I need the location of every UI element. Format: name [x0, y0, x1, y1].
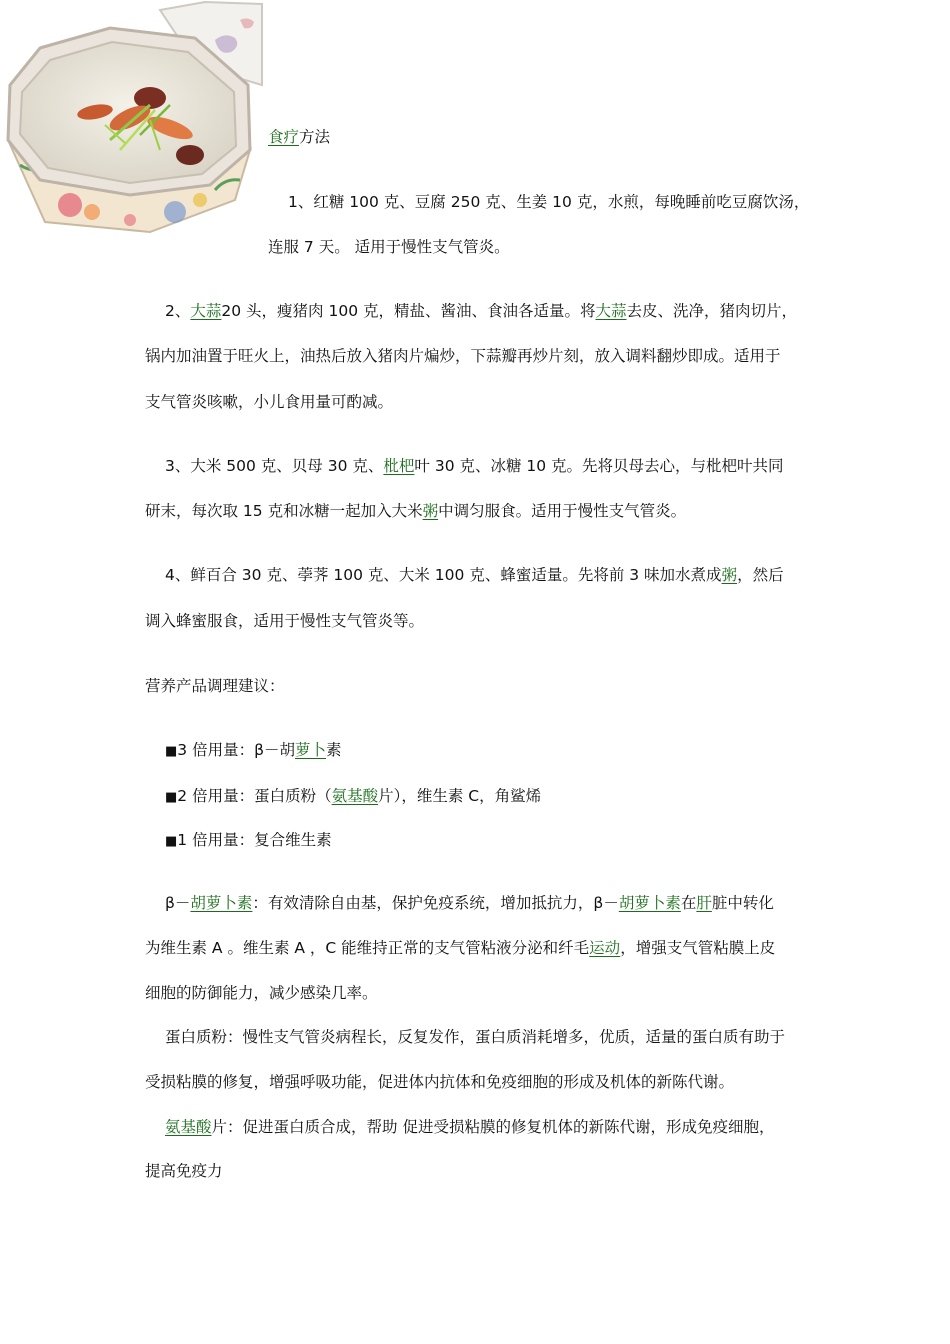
text-fragment: 4、鲜百合 30 克、荸荠 100 克、大米 100 克、蜂蜜适量。先将前 3 味加水煮成: [165, 566, 722, 584]
text-fragment: 中调匀服食。适用于慢性支气管炎。: [438, 502, 687, 520]
text-fragment: 2 倍用量：蛋白质粉（: [177, 787, 332, 805]
link-anjisuan-2[interactable]: 氨基酸: [165, 1118, 212, 1136]
text-fragment: 2、: [165, 302, 191, 320]
text-fragment: ，然后: [737, 566, 784, 584]
link-zhou-2[interactable]: 粥: [721, 566, 738, 584]
amino-line1: [165, 1117, 774, 1137]
recipe2-line3: 支气管炎咳嗽，小儿食用量可酌减。: [145, 393, 394, 411]
text-fragment: β－: [165, 894, 191, 912]
link-dasuan-2[interactable]: 大蒜: [595, 302, 627, 320]
carotene-line1: [165, 893, 774, 913]
link-luobo[interactable]: 萝卜: [294, 741, 326, 759]
text-fragment: 为维生素 A 。维生素 A ，C 能维持正常的支气管粘液分泌和纤毛: [145, 939, 590, 957]
recipe4-line2: 调入蜂蜜服食，适用于慢性支气管炎等。: [145, 612, 425, 630]
recipe1-line2: 连服 7 天。 适用于慢性支气管炎。: [268, 238, 510, 256]
carotene-line2: [145, 938, 775, 958]
text-fragment: ：有效清除自由基，保护免疫系统，增加抵抗力，β－: [252, 894, 619, 912]
text-fragment: 1 倍用量：复合维生素: [177, 831, 332, 849]
text-fragment: 脏中转化: [711, 894, 774, 912]
text-fragment: 叶 30 克、冰糖 10 克。先将贝母去心，与枇杷叶共同: [414, 457, 784, 475]
link-shiliao[interactable]: 食疗: [268, 128, 300, 146]
link-huluobosu-2[interactable]: 胡萝卜素: [618, 894, 681, 912]
link-yundong[interactable]: 运动: [589, 939, 621, 957]
section-title-text: 方法: [299, 128, 331, 146]
advice-heading: 营养产品调理建议：: [145, 677, 285, 695]
link-gan[interactable]: 肝: [696, 894, 712, 912]
congee-bowl-image: [0, 0, 263, 235]
text-fragment: 在: [680, 894, 697, 912]
protein-line2: 受损粘膜的修复，增强呼吸功能，促进体内抗体和免疫细胞的形成及机体的新陈代谢。: [145, 1073, 735, 1091]
amino-line2: 提高免疫力: [145, 1162, 223, 1180]
carotene-line3: 细胞的防御能力，减少感染几率。: [145, 984, 378, 1002]
dosage-2x: [165, 786, 541, 808]
text-fragment: 片），维生素 C，角鲨烯: [378, 787, 542, 805]
text-fragment: 20 头，瘦猪肉 100 克，精盐、酱油、食油各适量。将: [221, 302, 596, 320]
text-fragment: 素: [326, 741, 342, 759]
recipe4-line1: [165, 565, 784, 585]
link-huluobosu[interactable]: 胡萝卜素: [190, 894, 253, 912]
recipe3-line1: [165, 456, 784, 476]
link-pipa[interactable]: 枇杷: [383, 457, 415, 475]
recipe3-line2: [145, 501, 686, 521]
dosage-3x: [165, 740, 342, 762]
link-zhou[interactable]: 粥: [422, 502, 439, 520]
text-fragment: 研末，每次取 15 克和冰糖一起加入大米: [145, 502, 423, 520]
recipe2-line2: 锅内加油置于旺火上，油热后放入猪肉片煸炒，下蒜瓣再炒片刻，放入调料翻炒即成。适用于: [145, 347, 781, 365]
recipe1-line1: 1、红糖 100 克、豆腐 250 克、生姜 10 克，水煎，每晚睡前吃豆腐饮汤，: [288, 193, 810, 211]
link-anjisuan[interactable]: 氨基酸: [331, 787, 379, 805]
text-fragment: ，增强支气管粘膜上皮: [620, 939, 776, 957]
text-fragment: 3 倍用量：β－胡: [177, 741, 295, 759]
link-dasuan[interactable]: 大蒜: [190, 302, 222, 320]
bullet-square-icon: ■: [165, 744, 178, 759]
bullet-square-icon: ■: [165, 834, 178, 849]
text-fragment: 片：促进蛋白质合成，帮助 促进受损粘膜的修复机体的新陈代谢，形成免疫细胞，: [211, 1118, 775, 1136]
section-title: [268, 127, 330, 147]
dosage-1x: [165, 830, 332, 852]
text-fragment: 3、大米 500 克、贝母 30 克、: [165, 457, 384, 475]
bullet-square-icon: ■: [165, 790, 178, 805]
recipe2-line1: [165, 301, 797, 321]
text-fragment: 去皮、洗净，猪肉切片，: [626, 302, 798, 320]
protein-line1: 蛋白质粉：慢性支气管炎病程长，反复发作，蛋白质消耗增多，优质，适量的蛋白质有助于: [165, 1028, 786, 1046]
